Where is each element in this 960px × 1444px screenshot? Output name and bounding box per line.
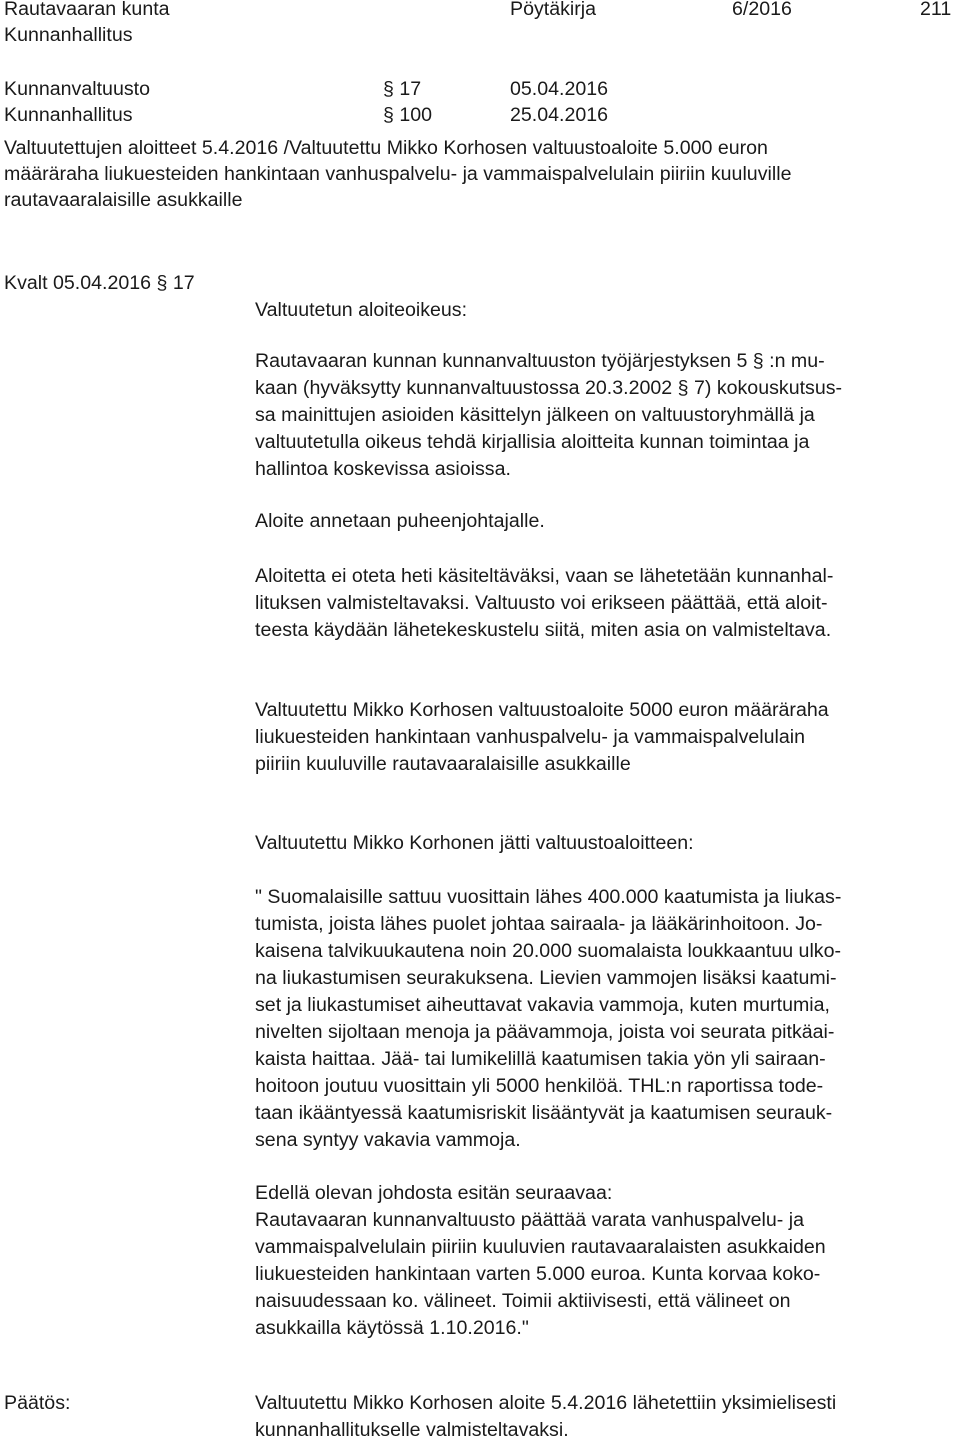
text-line: " Suomalaisille sattuu vuosittain lähes 400.000 kaatumista ja liukas-	[255, 886, 842, 908]
text-line: sena syntyy vakavia vammoja.	[255, 1129, 521, 1151]
text-line: vammaispalvelulain piiriin kuuluvien rautavaaralaisten asukkaiden	[255, 1236, 826, 1258]
handling-date-1: 05.04.2016	[510, 78, 609, 100]
text-line: liukuesteiden hankintaan vanhuspalvelu- ja vammaispalvelulain	[255, 726, 806, 748]
text-line: nivelten sijoltaan menoja ja päävammoja, joista voi seurata pitkäai-	[255, 1021, 835, 1043]
initiative-right-heading: Valtuutetun aloiteoikeus:	[255, 299, 468, 321]
text-line: sa mainittujen asioiden käsittelyn jälkeen on valtuustoryhmällä ja	[255, 404, 815, 426]
text-line: taan ikääntyessä kaatumisriskit lisääntyvät ja kaatumisen seurauk-	[255, 1102, 833, 1124]
initiative-title	[255, 697, 955, 778]
text-line: Edellä olevan johdosta esitän seuraavaa:	[255, 1182, 613, 1204]
municipality-name: Rautavaaran kunta	[4, 0, 170, 20]
document-number: 6/2016	[732, 0, 792, 20]
text-line: Rautavaaran kunnanvaltuusto päättää varata vanhuspalvelu- ja	[255, 1209, 804, 1231]
text-line: kaista haittaa. Jää- tai lumikelillä kaatumisen takia yön yli sairaan-	[255, 1048, 826, 1070]
text-line: piiriin kuuluville rautavaaralaisille asukkaille	[255, 753, 631, 775]
text-line: kaisena talvikuukautena noin 20.000 suomalaista loukkaantuu ulko-	[255, 940, 842, 962]
chairman-paragraph	[255, 508, 955, 535]
decision-label: Päätös:	[4, 1392, 71, 1414]
meeting-body: Kunnanhallitus	[4, 24, 133, 46]
document-type: Pöytäkirja	[510, 0, 597, 20]
handling-organ-2: Kunnanhallitus	[4, 104, 133, 126]
text-line: valtuutetulla oikeus tehdä kirjallisia aloitteita kunnan toimintaa ja	[255, 431, 810, 453]
handling-organ-1: Kunnanvaltuusto	[4, 78, 150, 100]
preparation-paragraph	[255, 563, 955, 644]
text-line: Rautavaaran kunnan kunnanvaltuuston työjärjestyksen 5 § :n mu-	[255, 350, 825, 372]
text-line: Valtuutettu Mikko Korhosen valtuustoaloite 5000 euron määräraha	[255, 699, 829, 721]
text-line: lituksen valmisteltavaksi. Valtuusto voi erikseen päättää, että aloit-	[255, 592, 828, 614]
text-line: asukkailla käytössä 1.10.2016."	[255, 1317, 529, 1339]
initiative-text	[255, 884, 955, 1154]
text-line: Aloite annetaan puheenjohtajalle.	[255, 510, 545, 532]
text-line: naisuudessaan ko. välineet. Toimii aktiivisesti, että välineet on	[255, 1290, 791, 1312]
text-line: Valtuutettu Mikko Korhosen aloite 5.4.2016 lähetettiin yksimielisesti	[255, 1392, 837, 1414]
text-line: kaan (hyväksytty kunnanvaltuustossa 20.3.2002 § 7) kokouskutsus-	[255, 377, 843, 399]
kvalt-reference: Kvalt 05.04.2016 § 17	[4, 272, 195, 294]
subject-line-2: määräraha liukuesteiden hankintaan vanhuspalvelu- ja vammaispalvelulain piiriin kuuluville	[4, 163, 792, 185]
subject-line-3: rautavaaralaisille asukkaille	[4, 189, 243, 211]
initiative-intro	[255, 830, 955, 857]
text-line: Valtuutettu Mikko Korhonen jätti valtuustoaloitteen:	[255, 832, 694, 854]
handling-section-1: § 17	[383, 78, 422, 100]
text-line: hallintoa koskevissa asioissa.	[255, 458, 511, 480]
text-line: teesta käydään lähetekeskustelu siitä, miten asia on valmisteltava.	[255, 619, 832, 641]
page-number: 211	[920, 0, 952, 20]
initiative-right-paragraph	[255, 348, 955, 483]
text-line: na liukastumisen seurakuksena. Lievien vammojen lisäksi kaatumi-	[255, 967, 837, 989]
subject-line-1: Valtuutettujen aloitteet 5.4.2016 /Valtuutettu Mikko Korhosen valtuustoaloite 5.000 euron	[4, 137, 768, 159]
text-line: hoitoon joutuu vuosittain yli 5000 henkilöä. THL:n raportissa tode-	[255, 1075, 824, 1097]
text-line: Aloitetta ei oteta heti käsiteltäväksi, vaan se lähetetään kunnanhal-	[255, 565, 834, 587]
text-line: tumista, joista lähes puolet johtaa sairaala- ja lääkärinhoitoon. Jo-	[255, 913, 823, 935]
text-line: set ja liukastumiset aiheuttavat vakavia vammoja, kuten murtumia,	[255, 994, 831, 1016]
handling-date-2: 25.04.2016	[510, 104, 609, 126]
text-line: kunnanhallitukselle valmisteltavaksi.	[255, 1419, 569, 1441]
initiative-proposal	[255, 1180, 955, 1342]
text-line: liukuesteiden hankintaan varten 5.000 euroa. Kunta korvaa koko-	[255, 1263, 821, 1285]
handling-section-2: § 100	[383, 104, 433, 126]
decision-text	[255, 1390, 955, 1444]
